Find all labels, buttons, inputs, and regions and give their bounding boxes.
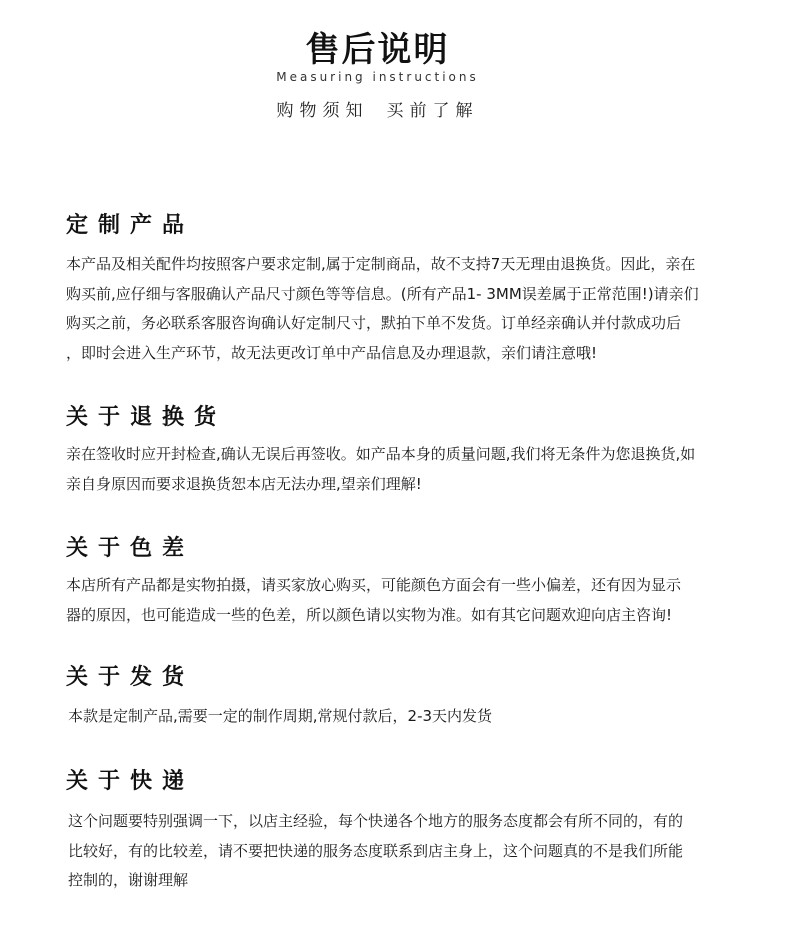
page-subtitle-english: Measuring instructions — [276, 70, 479, 84]
section-body-custom-products — [66, 250, 699, 368]
body-line: ，即时会进入生产环节，故无法更改订单中产品信息及办理退款，亲们请注意哦! — [66, 343, 598, 362]
section-heading-shipping: 关于发货 — [66, 665, 195, 690]
body-line: 亲在签收时应开封检查,确认无误后再签收。如产品本身的质量问题,我们将无条件为您退换货,如 — [66, 445, 696, 463]
page-title: 售后说明 — [305, 30, 450, 70]
tagline-left: 购物须知 — [276, 101, 369, 121]
section-heading-returns: 关于退换货 — [66, 405, 227, 430]
section-body-shipping — [68, 702, 492, 732]
body-line: 购买前,应仔细与客服确认产品尺寸颜色等等信息。(所有产品1- 3MM误差属于正常范围!)请亲们 — [66, 284, 699, 303]
section-heading-courier: 关于快递 — [66, 769, 195, 794]
section-body-color-difference — [66, 571, 681, 630]
section-heading-color-difference: 关于色差 — [66, 536, 195, 561]
section-heading-custom-products: 定制产品 — [66, 213, 195, 238]
body-line: 比较好，有的比较差，请不要把快递的服务态度联系到店主身上，这个问题真的不是我们所能 — [68, 841, 684, 860]
body-line: 这个问题要特别强调一下，以店主经验，每个快递各个地方的服务态度都会有所不同的，有的 — [68, 812, 684, 830]
body-line: 亲自身原因而要求退换货恕本店无法办理,望亲们理解! — [66, 474, 422, 493]
body-line: 购买之前，务必联系客服咨询确认好定制尺寸，默拍下单不发货。订单经亲确认并付款成功后 — [66, 314, 682, 332]
body-line: 本款是定制产品,需要一定的制作周期,常规付款后，2-3天内发货 — [68, 707, 493, 725]
body-line: 器的原因，也可能造成一些的色差，所以颜色请以实物为准。如有其它问题欢迎向店主咨询! — [66, 605, 673, 624]
body-line: 本店所有产品都是实物拍摄，请买家放心购买，可能颜色方面会有一些小偏差，还有因为显示 — [66, 576, 682, 594]
body-line: 控制的，谢谢理解 — [68, 871, 189, 889]
body-line: 本产品及相关配件均按照客户要求定制,属于定制商品，故不支持7天无理由退换货。因此，亲在 — [66, 255, 696, 273]
section-body-courier — [68, 807, 683, 896]
page-tagline — [0, 96, 755, 121]
tagline-right: 买前了解 — [386, 101, 479, 121]
section-body-returns — [66, 440, 695, 499]
